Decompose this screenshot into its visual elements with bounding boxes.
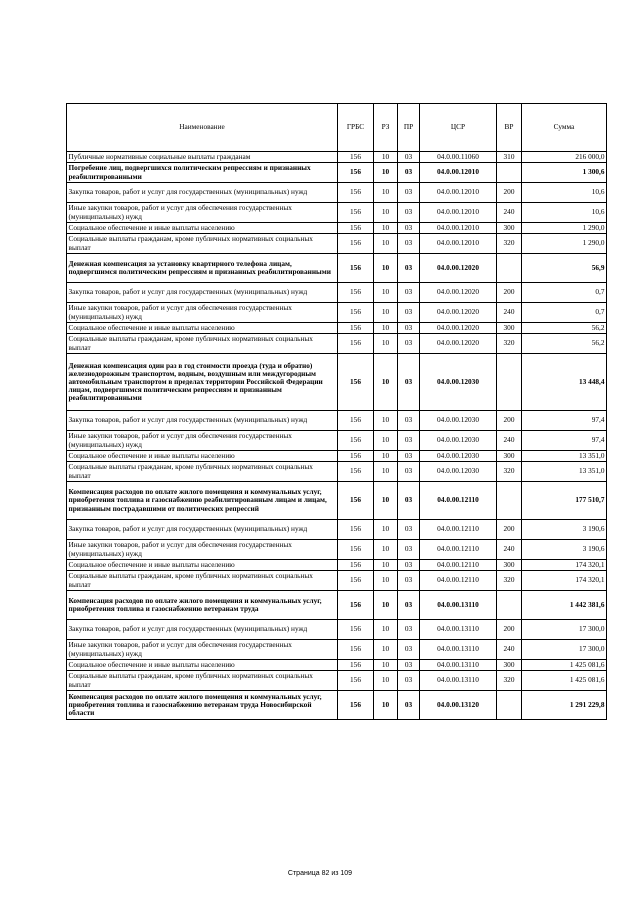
cell-vr: 200 — [497, 283, 522, 303]
cell-vr: 240 — [497, 540, 522, 560]
cell-sum: 1 291 229,8 — [522, 691, 607, 720]
cell-sum: 3 190,6 — [522, 520, 607, 540]
cell-sum: 1 425 081,6 — [522, 671, 607, 691]
cell-vr: 300 — [497, 660, 522, 671]
cell-grbs: 156 — [338, 334, 374, 354]
cell-sum: 3 190,6 — [522, 540, 607, 560]
cell-name: Закупка товаров, работ и услуг для государственных (муниципальных) нужд — [67, 520, 338, 540]
cell-pr: 03 — [398, 203, 420, 223]
cell-sum: 13 351,0 — [522, 462, 607, 482]
cell-vr: 300 — [497, 560, 522, 571]
cell-pr: 03 — [398, 254, 420, 283]
cell-csr: 04.0.00.12030 — [420, 451, 497, 462]
cell-sum: 1 442 381,6 — [522, 591, 607, 620]
cell-rz: 10 — [374, 660, 398, 671]
cell-csr: 04.0.00.13110 — [420, 620, 497, 640]
header-name: Наименование — [67, 104, 338, 152]
table-row — [67, 283, 607, 303]
cell-name: Компенсация расходов по оплате жилого помещения и коммунальных услуг, приобретения топлива и газоснабжению реабилитированным лицам и лицам, признанным пострадавшими от политических репрессий — [67, 482, 338, 520]
cell-csr: 04.0.00.12010 — [420, 203, 497, 223]
table-row — [67, 640, 607, 660]
table-row — [67, 560, 607, 571]
cell-pr: 03 — [398, 451, 420, 462]
cell-csr: 04.0.00.13110 — [420, 660, 497, 671]
cell-pr: 03 — [398, 671, 420, 691]
cell-vr: 320 — [497, 671, 522, 691]
cell-pr: 03 — [398, 591, 420, 620]
cell-csr: 04.0.00.12010 — [420, 183, 497, 203]
cell-grbs: 156 — [338, 303, 374, 323]
cell-vr: 240 — [497, 303, 522, 323]
table-row — [67, 462, 607, 482]
cell-name: Закупка товаров, работ и услуг для государственных (муниципальных) нужд — [67, 183, 338, 203]
table-row — [67, 431, 607, 451]
cell-rz: 10 — [374, 482, 398, 520]
cell-vr: 320 — [497, 334, 522, 354]
cell-sum: 13 448,4 — [522, 354, 607, 411]
cell-rz: 10 — [374, 152, 398, 163]
cell-sum: 1 290,0 — [522, 234, 607, 254]
cell-sum: 97,4 — [522, 431, 607, 451]
table-row — [67, 334, 607, 354]
header-csr: ЦСР — [420, 104, 497, 152]
cell-grbs: 156 — [338, 540, 374, 560]
cell-name: Социальное обеспечение и иные выплаты населению — [67, 451, 338, 462]
cell-csr: 04.0.00.12020 — [420, 323, 497, 334]
cell-name: Закупка товаров, работ и услуг для государственных (муниципальных) нужд — [67, 283, 338, 303]
cell-pr: 03 — [398, 540, 420, 560]
table-row — [67, 482, 607, 520]
cell-pr: 03 — [398, 431, 420, 451]
cell-vr — [497, 254, 522, 283]
cell-pr: 03 — [398, 411, 420, 431]
cell-sum: 1 290,0 — [522, 223, 607, 234]
cell-csr: 04.0.00.12010 — [420, 163, 497, 183]
cell-vr — [497, 354, 522, 411]
cell-csr: 04.0.00.13110 — [420, 591, 497, 620]
table-body — [67, 152, 607, 720]
table-row — [67, 203, 607, 223]
cell-pr: 03 — [398, 234, 420, 254]
cell-rz: 10 — [374, 323, 398, 334]
cell-name: Иные закупки товаров, работ и услуг для обеспечения государственных (муниципальных) нужд — [67, 640, 338, 660]
table-row — [67, 183, 607, 203]
cell-name: Иные закупки товаров, работ и услуг для обеспечения государственных (муниципальных) нужд — [67, 203, 338, 223]
cell-rz: 10 — [374, 451, 398, 462]
cell-rz: 10 — [374, 691, 398, 720]
cell-pr: 03 — [398, 303, 420, 323]
cell-sum: 56,9 — [522, 254, 607, 283]
cell-name: Социальные выплаты гражданам, кроме публичных нормативных социальных выплат — [67, 462, 338, 482]
cell-pr: 03 — [398, 183, 420, 203]
cell-csr: 04.0.00.12110 — [420, 520, 497, 540]
table-row — [67, 323, 607, 334]
cell-vr: 320 — [497, 571, 522, 591]
cell-csr: 04.0.00.12020 — [420, 334, 497, 354]
cell-vr: 310 — [497, 152, 522, 163]
cell-pr: 03 — [398, 334, 420, 354]
cell-rz: 10 — [374, 234, 398, 254]
cell-sum: 17 300,0 — [522, 620, 607, 640]
cell-rz: 10 — [374, 640, 398, 660]
cell-vr — [497, 591, 522, 620]
cell-grbs: 156 — [338, 163, 374, 183]
budget-table — [66, 103, 607, 720]
cell-rz: 10 — [374, 283, 398, 303]
cell-name: Компенсация расходов по оплате жилого помещения и коммунальных услуг, приобретения топлива и газоснабжению ветеранам труда — [67, 591, 338, 620]
cell-grbs: 156 — [338, 640, 374, 660]
cell-rz: 10 — [374, 183, 398, 203]
cell-csr: 04.0.00.12020 — [420, 254, 497, 283]
cell-pr: 03 — [398, 163, 420, 183]
cell-pr: 03 — [398, 571, 420, 591]
cell-rz: 10 — [374, 411, 398, 431]
cell-sum: 10,6 — [522, 183, 607, 203]
cell-sum: 177 510,7 — [522, 482, 607, 520]
cell-grbs: 156 — [338, 283, 374, 303]
cell-grbs: 156 — [338, 571, 374, 591]
cell-pr: 03 — [398, 620, 420, 640]
cell-vr: 240 — [497, 431, 522, 451]
cell-grbs: 156 — [338, 254, 374, 283]
cell-rz: 10 — [374, 254, 398, 283]
table-row — [67, 234, 607, 254]
cell-grbs: 156 — [338, 223, 374, 234]
cell-rz: 10 — [374, 520, 398, 540]
table-row — [67, 451, 607, 462]
cell-rz: 10 — [374, 462, 398, 482]
cell-grbs: 156 — [338, 234, 374, 254]
cell-name: Социальные выплаты гражданам, кроме публичных нормативных социальных выплат — [67, 234, 338, 254]
cell-vr: 320 — [497, 462, 522, 482]
cell-rz: 10 — [374, 354, 398, 411]
cell-pr: 03 — [398, 691, 420, 720]
cell-name: Социальное обеспечение и иные выплаты населению — [67, 323, 338, 334]
cell-sum: 56,2 — [522, 323, 607, 334]
table-row — [67, 660, 607, 671]
cell-vr: 300 — [497, 451, 522, 462]
cell-name: Иные закупки товаров, работ и услуг для обеспечения государственных (муниципальных) нужд — [67, 431, 338, 451]
cell-rz: 10 — [374, 431, 398, 451]
cell-sum: 13 351,0 — [522, 451, 607, 462]
cell-csr: 04.0.00.12030 — [420, 411, 497, 431]
cell-pr: 03 — [398, 152, 420, 163]
cell-grbs: 156 — [338, 183, 374, 203]
cell-name: Компенсация расходов по оплате жилого помещения и коммунальных услуг, приобретения топлива и газоснабжению ветеранам труда Новосибирской области — [67, 691, 338, 720]
cell-rz: 10 — [374, 560, 398, 571]
cell-grbs: 156 — [338, 671, 374, 691]
cell-sum: 174 320,1 — [522, 571, 607, 591]
cell-rz: 10 — [374, 223, 398, 234]
cell-rz: 10 — [374, 334, 398, 354]
table-row — [67, 520, 607, 540]
cell-grbs: 156 — [338, 323, 374, 334]
cell-rz: 10 — [374, 591, 398, 620]
cell-grbs: 156 — [338, 411, 374, 431]
cell-pr: 03 — [398, 520, 420, 540]
cell-rz: 10 — [374, 163, 398, 183]
cell-csr: 04.0.00.13110 — [420, 671, 497, 691]
cell-vr: 240 — [497, 203, 522, 223]
table-row — [67, 411, 607, 431]
cell-csr: 04.0.00.13120 — [420, 691, 497, 720]
cell-name: Социальные выплаты гражданам, кроме публичных нормативных социальных выплат — [67, 334, 338, 354]
cell-rz: 10 — [374, 620, 398, 640]
cell-grbs: 156 — [338, 591, 374, 620]
cell-vr: 200 — [497, 411, 522, 431]
cell-name: Социальные выплаты гражданам, кроме публичных нормативных социальных выплат — [67, 671, 338, 691]
cell-rz: 10 — [374, 671, 398, 691]
table-row — [67, 671, 607, 691]
cell-rz: 10 — [374, 571, 398, 591]
cell-sum: 174 320,1 — [522, 560, 607, 571]
cell-vr: 200 — [497, 520, 522, 540]
table-row — [67, 254, 607, 283]
cell-grbs: 156 — [338, 560, 374, 571]
cell-name: Социальное обеспечение и иные выплаты населению — [67, 660, 338, 671]
cell-rz: 10 — [374, 203, 398, 223]
header-rz: РЗ — [374, 104, 398, 152]
cell-sum: 216 000,0 — [522, 152, 607, 163]
cell-grbs: 156 — [338, 354, 374, 411]
cell-name: Иные закупки товаров, работ и услуг для обеспечения государственных (муниципальных) нужд — [67, 303, 338, 323]
cell-csr: 04.0.00.12110 — [420, 540, 497, 560]
cell-csr: 04.0.00.12010 — [420, 223, 497, 234]
cell-csr: 04.0.00.12030 — [420, 462, 497, 482]
cell-vr — [497, 482, 522, 520]
cell-sum: 10,6 — [522, 203, 607, 223]
header-grbs: ГРБС — [338, 104, 374, 152]
table-row — [67, 620, 607, 640]
table-row — [67, 223, 607, 234]
table-row — [67, 691, 607, 720]
cell-name: Социальное обеспечение и иные выплаты населению — [67, 560, 338, 571]
table-row — [67, 163, 607, 183]
table-header-row — [67, 104, 607, 152]
cell-pr: 03 — [398, 462, 420, 482]
cell-grbs: 156 — [338, 451, 374, 462]
cell-grbs: 156 — [338, 152, 374, 163]
cell-vr: 200 — [497, 183, 522, 203]
cell-vr — [497, 691, 522, 720]
cell-pr: 03 — [398, 640, 420, 660]
table-row — [67, 591, 607, 620]
cell-csr: 04.0.00.12110 — [420, 571, 497, 591]
cell-pr: 03 — [398, 660, 420, 671]
cell-grbs: 156 — [338, 203, 374, 223]
cell-vr: 200 — [497, 620, 522, 640]
cell-grbs: 156 — [338, 660, 374, 671]
cell-name: Денежная компенсация один раз в год стоимости проезда (туда и обратно) железнодорожным транспортом, водным, воздушным или междугородным автомобильным транспортом в пределах территории Российской Федерации лицам, подвергшимся политическим репрессиям и признанным реабилитированными — [67, 354, 338, 411]
cell-name: Закупка товаров, работ и услуг для государственных (муниципальных) нужд — [67, 411, 338, 431]
cell-grbs: 156 — [338, 520, 374, 540]
cell-csr: 04.0.00.12020 — [420, 303, 497, 323]
cell-csr: 04.0.00.12110 — [420, 560, 497, 571]
cell-name: Закупка товаров, работ и услуг для государственных (муниципальных) нужд — [67, 620, 338, 640]
cell-pr: 03 — [398, 560, 420, 571]
table-row — [67, 152, 607, 163]
cell-grbs: 156 — [338, 691, 374, 720]
cell-csr: 04.0.00.12030 — [420, 431, 497, 451]
cell-csr: 04.0.00.13110 — [420, 640, 497, 660]
cell-sum: 0,7 — [522, 283, 607, 303]
cell-name: Погребение лиц, подвергшихся политическим репрессиям и признанных реабилитированными — [67, 163, 338, 183]
cell-sum: 56,2 — [522, 334, 607, 354]
cell-sum: 0,7 — [522, 303, 607, 323]
cell-name: Иные закупки товаров, работ и услуг для обеспечения государственных (муниципальных) нужд — [67, 540, 338, 560]
table-row — [67, 303, 607, 323]
cell-vr: 320 — [497, 234, 522, 254]
cell-vr: 300 — [497, 323, 522, 334]
header-pr: ПР — [398, 104, 420, 152]
table-row — [67, 571, 607, 591]
cell-pr: 03 — [398, 482, 420, 520]
cell-name: Денежная компенсация за установку квартирного телефона лицам, подвергшимся политическим репрессиям и признанных реабилитированными — [67, 254, 338, 283]
cell-sum: 17 300,0 — [522, 640, 607, 660]
cell-sum: 1 300,6 — [522, 163, 607, 183]
cell-grbs: 156 — [338, 482, 374, 520]
cell-name: Социальные выплаты гражданам, кроме публичных нормативных социальных выплат — [67, 571, 338, 591]
header-sum: Сумма — [522, 104, 607, 152]
cell-grbs: 156 — [338, 431, 374, 451]
cell-vr: 300 — [497, 223, 522, 234]
page-number: Страница 82 из 109 — [287, 870, 353, 877]
cell-sum: 97,4 — [522, 411, 607, 431]
cell-csr: 04.0.00.12110 — [420, 482, 497, 520]
cell-rz: 10 — [374, 540, 398, 560]
header-vr: ВР — [497, 104, 522, 152]
cell-csr: 04.0.00.11060 — [420, 152, 497, 163]
cell-pr: 03 — [398, 323, 420, 334]
cell-grbs: 156 — [338, 462, 374, 482]
table-row — [67, 540, 607, 560]
cell-grbs: 156 — [338, 620, 374, 640]
cell-sum: 1 425 081,6 — [522, 660, 607, 671]
cell-name: Публичные нормативные социальные выплаты гражданам — [67, 152, 338, 163]
cell-csr: 04.0.00.12030 — [420, 354, 497, 411]
cell-csr: 04.0.00.12020 — [420, 283, 497, 303]
cell-name: Социальное обеспечение и иные выплаты населению — [67, 223, 338, 234]
cell-vr — [497, 163, 522, 183]
cell-pr: 03 — [398, 223, 420, 234]
cell-csr: 04.0.00.12010 — [420, 234, 497, 254]
cell-vr: 240 — [497, 640, 522, 660]
cell-pr: 03 — [398, 354, 420, 411]
cell-pr: 03 — [398, 283, 420, 303]
table-row — [67, 354, 607, 411]
cell-rz: 10 — [374, 303, 398, 323]
